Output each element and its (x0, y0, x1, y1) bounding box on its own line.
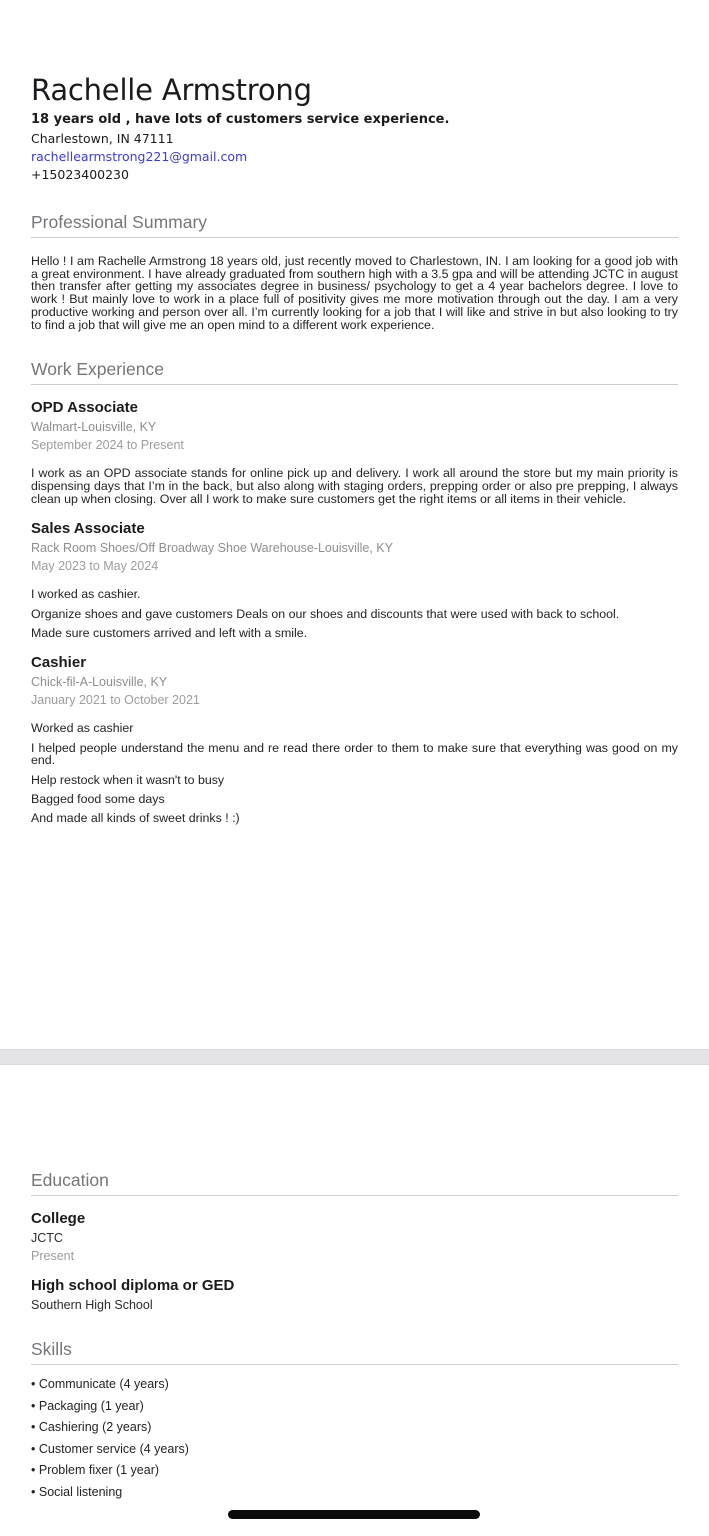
work-heading: Work Experience (31, 359, 164, 380)
education-entries (31, 1209, 678, 1314)
candidate-tagline: 18 years old , have lots of customers service experience. (31, 112, 450, 127)
work-entries (31, 398, 678, 824)
candidate-name: Rachelle Armstrong (31, 73, 312, 107)
job-description-paragraph: Organize shoes and gave customers Deals on our shoes and discounts that were used with back to school. (31, 606, 620, 621)
section-education (31, 1170, 678, 1314)
section-work-experience (31, 359, 678, 824)
education-heading: Education (31, 1170, 109, 1190)
job-description-paragraph: I helped people understand the menu and re read there order to them to make sure that everything was good on my end. (31, 740, 678, 768)
skill-item: • Social listening (31, 1482, 678, 1504)
education-entry (31, 1209, 678, 1265)
skills-heading: Skills (31, 1339, 72, 1359)
page-break-divider (0, 1049, 709, 1065)
job-description-paragraph: Worked as cashier (31, 721, 134, 736)
skill-item: • Communicate (4 years) (31, 1374, 678, 1396)
job-title: OPD Associate (31, 399, 138, 417)
summary-heading: Professional Summary (31, 212, 208, 232)
school-name: Southern High School (31, 1298, 153, 1312)
work-entry (31, 653, 678, 824)
contact-block (31, 130, 678, 184)
degree-title: College (31, 1210, 86, 1227)
skill-item: • Packaging (1 year) (31, 1396, 678, 1418)
job-dates: September 2024 to Present (31, 438, 184, 453)
work-entry (31, 519, 678, 639)
skill-item: • Problem fixer (1 year) (31, 1460, 678, 1482)
job-description-paragraph: Help restock when it wasn't to busy (31, 772, 225, 787)
candidate-phone: +15023400230 (31, 167, 129, 182)
section-rule (31, 1364, 678, 1365)
section-rule (31, 384, 678, 385)
job-dates: May 2023 to May 2024 (31, 559, 159, 574)
job-company: Rack Room Shoes/Off Broadway Shoe Warehouse-Louisville, KY (31, 541, 393, 556)
job-description-paragraph: And made all kinds of sweet drinks ! :) (31, 810, 240, 825)
job-title: Sales Associate (31, 520, 145, 538)
job-description (31, 588, 678, 639)
job-description-paragraph: Bagged food some days (31, 791, 165, 806)
home-indicator[interactable] (228, 1510, 480, 1519)
job-description-paragraph: I work as an OPD associate stands for online pick up and delivery. I work all around the store but my main priority is dispensing days that I’m in the back, but also along with staging orders, prepping order or also pre prepping, I always clean up when closing. Over all I work to make sure customers get the right items or all items in their vehicle. (31, 466, 678, 506)
skill-item: • Customer service (4 years) (31, 1439, 678, 1461)
section-rule (31, 237, 678, 238)
job-description-paragraph: Made sure customers arrived and left with a smile. (31, 625, 308, 640)
section-rule (31, 1195, 678, 1196)
degree-title: High school diploma or GED (31, 1277, 235, 1294)
resume-page-2 (31, 1170, 678, 1503)
education-entry (31, 1276, 678, 1314)
school-name: JCTC (31, 1231, 63, 1245)
work-entry (31, 398, 678, 505)
job-company: Walmart-Louisville, KY (31, 420, 157, 435)
job-title: Cashier (31, 654, 87, 672)
job-description-paragraph: I worked as cashier. (31, 587, 141, 602)
section-professional-summary (31, 212, 678, 331)
job-dates: January 2021 to October 2021 (31, 693, 200, 708)
skill-item: • Cashiering (2 years) (31, 1417, 678, 1439)
summary-text: Hello ! I am Rachelle Armstrong 18 years old, just recently moved to Charlestown, IN. I am looking for a good job with a great environment. I have already graduated from southern high with a 3.5 gpa and will be attending JCTC in august then transfer after getting my associates degree in business/ psychology to get a 4 year bachelors degree. I love to work ! But mainly love to work in a place full of positivity gives me more motivation through out the day. I am a very productive working and person over all. I’m currently looking for a job that I will like and strive in but also looking to try to find a job that will give me an open mind to a different work experience. (31, 254, 678, 332)
email-link[interactable]: rachellearmstrong221@gmail.com (31, 149, 248, 164)
job-description (31, 467, 678, 505)
section-skills (31, 1339, 678, 1503)
candidate-location: Charlestown, IN 47111 (31, 131, 174, 146)
skills-list (31, 1374, 678, 1503)
job-company: Chick-fil-A-Louisville, KY (31, 675, 168, 690)
job-description (31, 722, 678, 824)
education-dates: Present (31, 1249, 75, 1263)
